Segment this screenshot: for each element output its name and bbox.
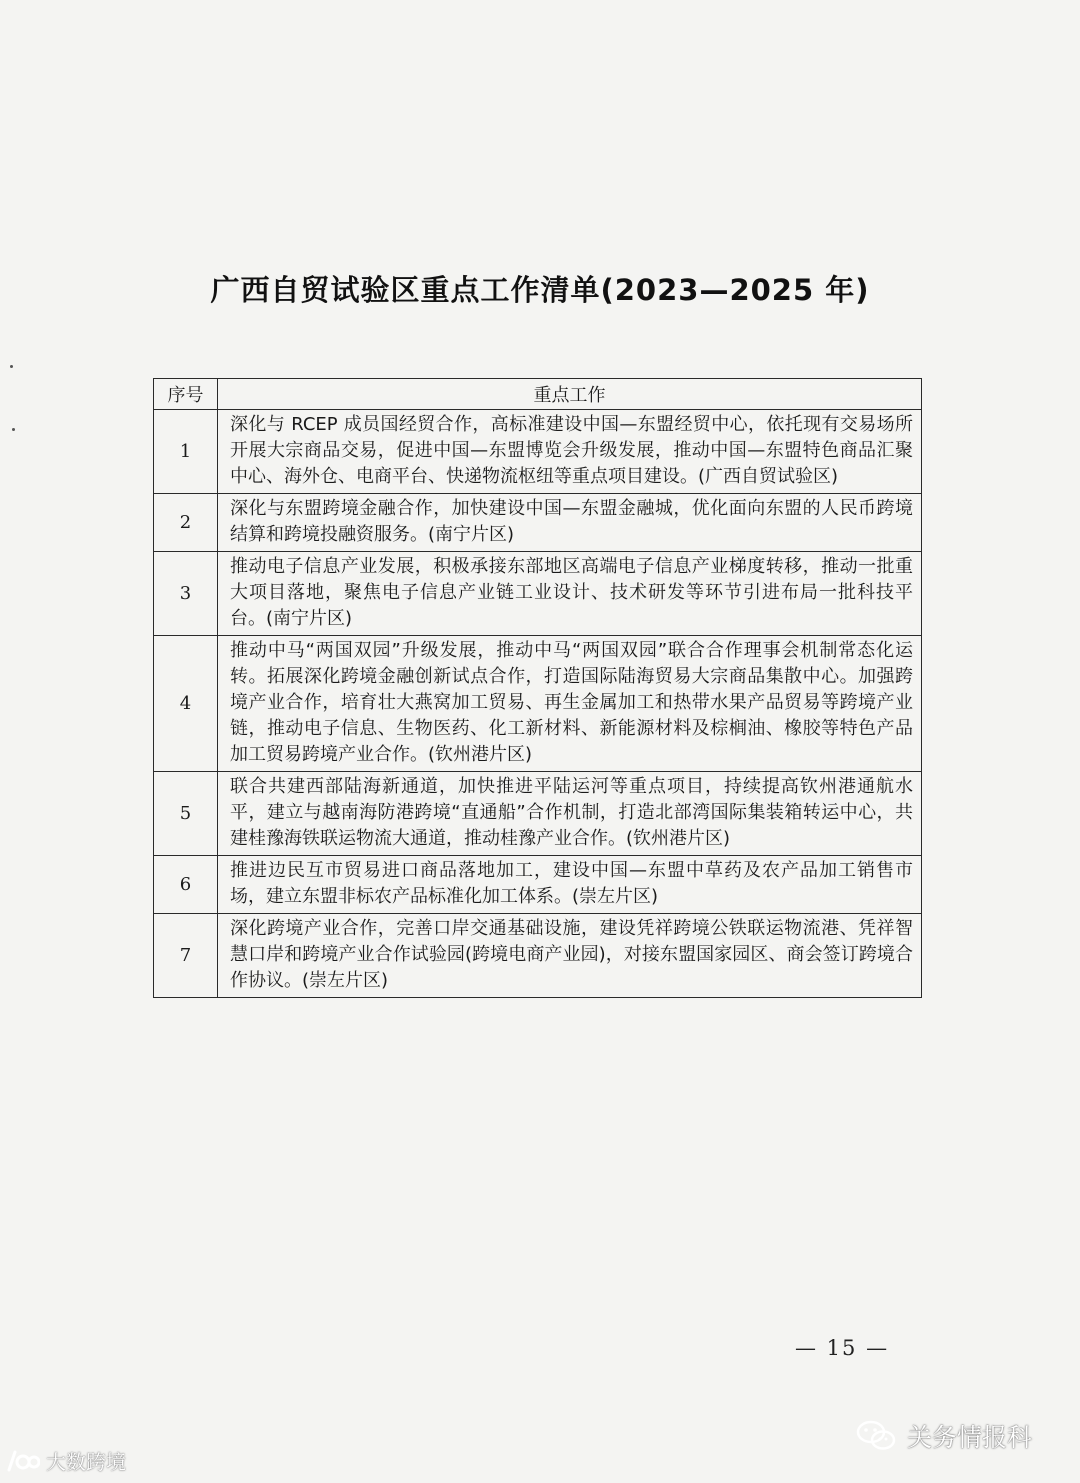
scan-speck — [12, 428, 15, 431]
watermark-left — [6, 1446, 126, 1475]
wechat-icon — [855, 1418, 897, 1454]
watermark-right — [855, 1418, 1032, 1454]
page-title: 广西自贸试验区重点工作清单(2023—2025 年) — [210, 273, 870, 307]
row-work-text: 深化跨境产业合作，完善口岸交通基础设施，建设凭祥跨境公铁联运物流港、凭祥智慧口岸和跨境产业合作试验园(跨境电商产业园)，对接东盟国家园区、商会签订跨境合作协议。(崇左片区) — [218, 914, 922, 998]
row-number: 2 — [154, 494, 218, 552]
table-row — [154, 636, 922, 772]
table-row — [154, 856, 922, 914]
table-row — [154, 494, 922, 552]
row-number: 1 — [154, 410, 218, 494]
header-work: 重点工作 — [218, 379, 922, 410]
row-number: 7 — [154, 914, 218, 998]
watermark-right-text: 关务情报科 — [907, 1423, 1033, 1452]
header-no: 序号 — [154, 379, 218, 410]
row-work-text: 深化与东盟跨境金融合作，加快建设中国—东盟金融城，优化面向东盟的人民币跨境结算和跨境投融资服务。(南宁片区) — [218, 494, 922, 552]
row-number: 3 — [154, 552, 218, 636]
table-row — [154, 410, 922, 494]
page-number: — 15 — — [795, 1336, 890, 1360]
table-row — [154, 914, 922, 998]
row-work-text: 深化与 RCEP 成员国经贸合作，高标准建设中国—东盟经贸中心，依托现有交易场所开展大宗商品交易，促进中国—东盟博览会升级发展，推动中国—东盟特色商品汇聚中心、海外仓、电商平台、快递物流枢纽等重点项目建设。(广西自贸试验区) — [218, 410, 922, 494]
row-work-text: 推动中马“两国双园”升级发展，推动中马“两国双园”联合合作理事会机制常态化运转。拓展深化跨境金融创新试点合作，打造国际陆海贸易大宗商品集散中心。加强跨境产业合作，培育壮大燕窝加工贸易、再生金属加工和热带水果产品贸易等跨境产业链，推动电子信息、生物医药、化工新材料、新能源材料及棕榈油、橡胶等特色产品加工贸易跨境产业合作。(钦州港片区) — [218, 636, 922, 772]
row-work-text: 推动电子信息产业发展，积极承接东部地区高端电子信息产业梯度转移，推动一批重大项目落地，聚焦电子信息产业链工业设计、技术研发等环节引进布局一批科技平台。(南宁片区) — [218, 552, 922, 636]
table-header-row — [154, 379, 922, 410]
scan-speck — [10, 365, 13, 368]
row-work-text: 推进边民互市贸易进口商品落地加工，建设中国—东盟中草药及农产品加工销售市场，建立东盟非标农产品标准化加工体系。(崇左片区) — [218, 856, 922, 914]
table-row — [154, 772, 922, 856]
row-number: 4 — [154, 636, 218, 772]
work-list-table — [153, 378, 922, 998]
row-work-text: 联合共建西部陆海新通道，加快推进平陆运河等重点项目，持续提高钦州港通航水平，建立与越南海防港跨境“直通船”合作机制，打造北部湾国际集装箱转运中心，共建桂豫海铁联运物流大通道，推动桂豫产业合作。(钦州港片区) — [218, 772, 922, 856]
watermark-left-text: 大数跨境 — [46, 1450, 126, 1474]
logo-icon — [6, 1448, 40, 1474]
row-number: 5 — [154, 772, 218, 856]
row-number: 6 — [154, 856, 218, 914]
table-row — [154, 552, 922, 636]
